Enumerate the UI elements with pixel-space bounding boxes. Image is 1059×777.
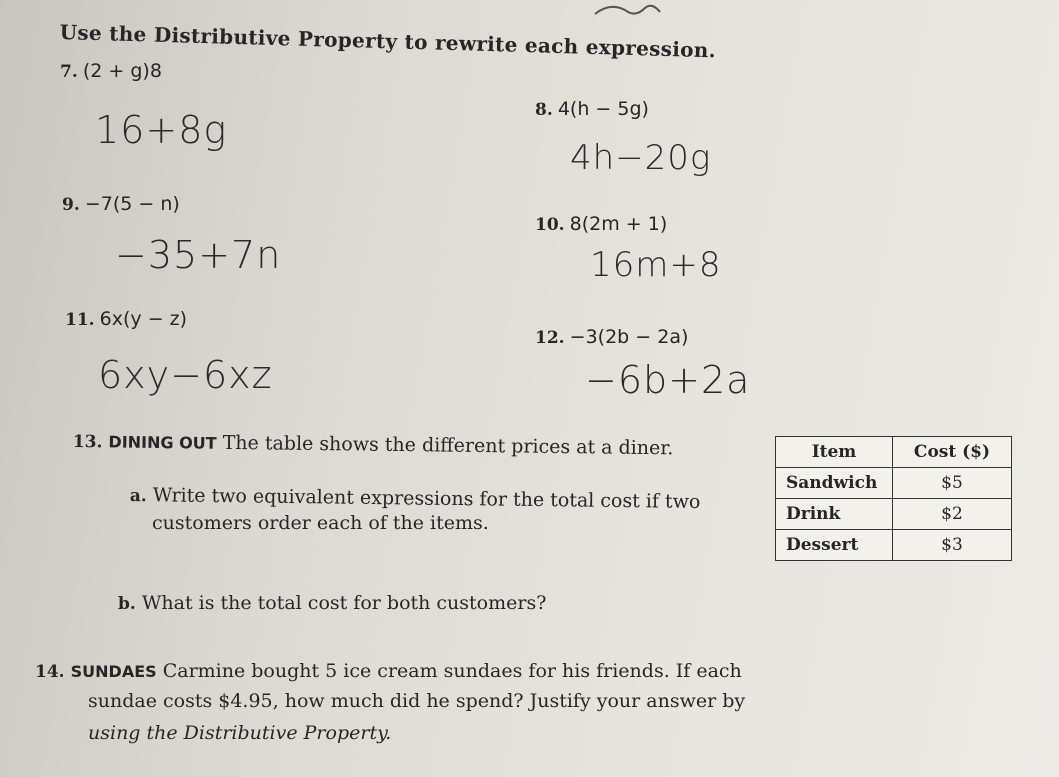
problem-expression: 6x(y − z) <box>99 308 188 330</box>
price-table <box>775 436 1012 561</box>
problem-number: 13. <box>72 431 103 453</box>
handwritten-answer-9: −35+7n <box>115 233 282 277</box>
pen-scribble-mark <box>590 0 670 24</box>
handwritten-answer-11: 6xy−6xz <box>98 353 273 397</box>
table-row <box>776 530 1012 561</box>
problem-13a <box>130 484 701 513</box>
cost-cell: $2 <box>893 499 1012 530</box>
problem-expression: (2 + g)8 <box>82 60 162 82</box>
cost-cell: $5 <box>893 468 1012 499</box>
problem-14-line2: sundae costs $4.95, how much did he spend? Justify your answer by <box>88 690 746 712</box>
problem-12 <box>535 326 688 348</box>
problem-category: DINING OUT <box>108 432 217 453</box>
table-row <box>776 468 1012 499</box>
table-row <box>776 499 1012 530</box>
column-header-item: Item <box>776 437 893 468</box>
problem-number: 14. <box>35 662 65 682</box>
table-header-row <box>776 437 1012 468</box>
part-label: b. <box>118 594 136 614</box>
item-cell: Drink <box>776 499 893 530</box>
problem-13a-line2: customers order each of the items. <box>152 512 489 534</box>
problem-number: 7. <box>60 62 78 82</box>
part-text-line1: Write two equivalent expressions for the total cost if two <box>152 484 701 513</box>
problem-text: The table shows the different prices at a diner. <box>222 431 674 460</box>
problem-9 <box>62 193 180 215</box>
problem-number: 9. <box>62 195 80 215</box>
problem-14-line1 <box>35 660 742 682</box>
problem-expression: −7(5 − n) <box>84 193 180 215</box>
problem-14-line3: using the Distributive Property. <box>88 722 392 744</box>
problem-13-intro <box>73 430 674 459</box>
page-title: Use the Distributive Property to rewrite each expression. <box>59 20 717 63</box>
problem-expression: 8(2m + 1) <box>569 213 668 235</box>
column-header-cost: Cost ($) <box>893 437 1012 468</box>
item-cell: Dessert <box>776 530 893 561</box>
problem-10 <box>535 213 667 235</box>
problem-expression: −3(2b − 2a) <box>569 326 689 348</box>
problem-number: 12. <box>535 328 565 348</box>
part-label: a. <box>129 485 147 507</box>
problem-13b <box>118 592 546 614</box>
problem-expression: 4(h − 5g) <box>557 98 649 120</box>
handwritten-answer-8: 4h−20g <box>570 138 712 178</box>
handwritten-answer-12: −6b+2a <box>585 358 751 402</box>
handwritten-answer-10: 16m+8 <box>590 245 722 285</box>
part-text: What is the total cost for both customers? <box>141 592 547 614</box>
item-cell: Sandwich <box>776 468 893 499</box>
problem-7 <box>60 60 162 82</box>
problem-number: 11. <box>65 310 95 330</box>
cost-cell: $3 <box>893 530 1012 561</box>
problem-8 <box>535 98 649 120</box>
handwritten-answer-7: 16+8g <box>95 108 228 152</box>
problem-number: 10. <box>535 215 565 235</box>
problem-number: 8. <box>535 100 553 120</box>
problem-text: Carmine bought 5 ice cream sundaes for his friends. If each <box>162 660 742 682</box>
problem-category: SUNDAES <box>70 662 157 681</box>
problem-11 <box>65 308 187 330</box>
